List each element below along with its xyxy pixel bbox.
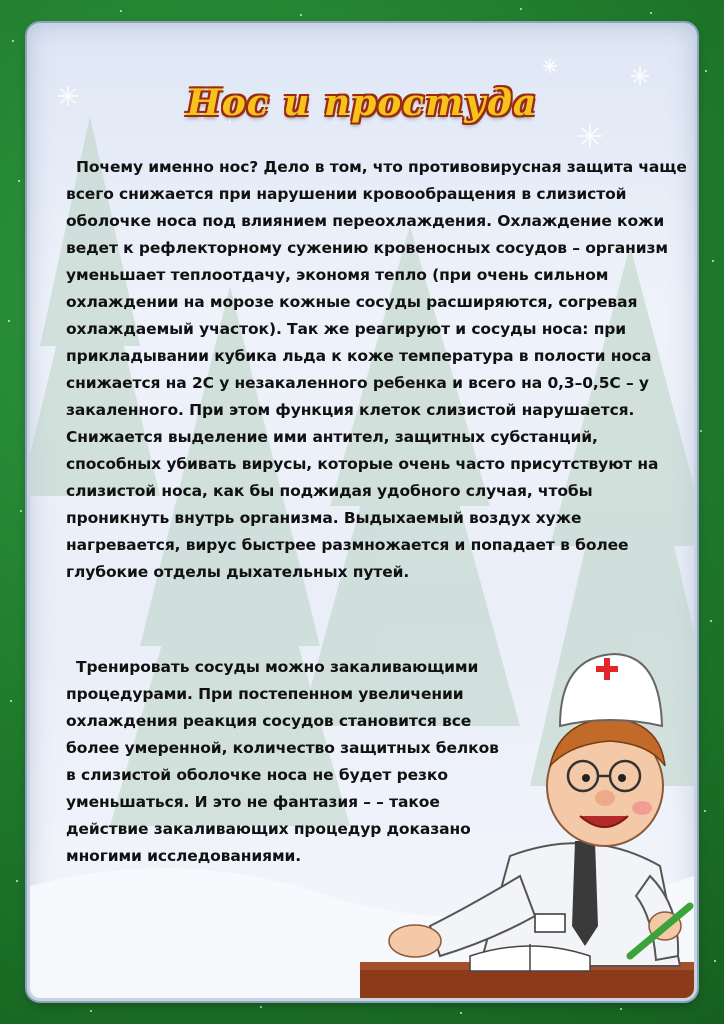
poster-title: Нос и простуда <box>186 82 538 124</box>
doctor-illustration <box>360 626 694 998</box>
poster-panel <box>30 26 694 998</box>
paragraph-hardening: Тренировать сосуды можно закаливающими процедурами. При постепенном увеличении охлаждения реакция сосудов становится все более умеренной, количество защитных белков в слизистой оболочке носа не будет резко уменьшаться. И это не фантазия – – такое действие закаливающих процедур доказано многими исследованиями. <box>66 658 499 865</box>
paragraph-nose-circulation: Почему именно нос? Дело в том, что противовирусная защита чаще всего снижается при нарушении кровообращения в слизистой оболочке носа под влиянием переохлаждения. Охлаждение кожи ведет к рефлекторному сужению кровеносных сосудов – организм уменьшает теплоотдачу, экономя тепло (при очень сильном охлаждении на морозе кожные сосуды расширяются, согревая охлаждаемый участок). Так же реагируют и сосуды носа: при прикладывании кубика льда к коже температура в полости носа снижается на 2С у незакаленного ребенка и всего на 0,3–0,5С – у закаленного. При этом функция клеток слизистой нарушается. Снижается выделение ими антител, защитных субстанций, способных убивать вирусы, которые очень часто присутствуют на слизистой носа, как бы поджидая удобного случая, чтобы проникнуть внутрь организма. Выдыхаемый воздух хуже нагревается, вирус быстрее размножается и попадает в более глубокие отделы дыхательных путей. <box>66 158 687 581</box>
